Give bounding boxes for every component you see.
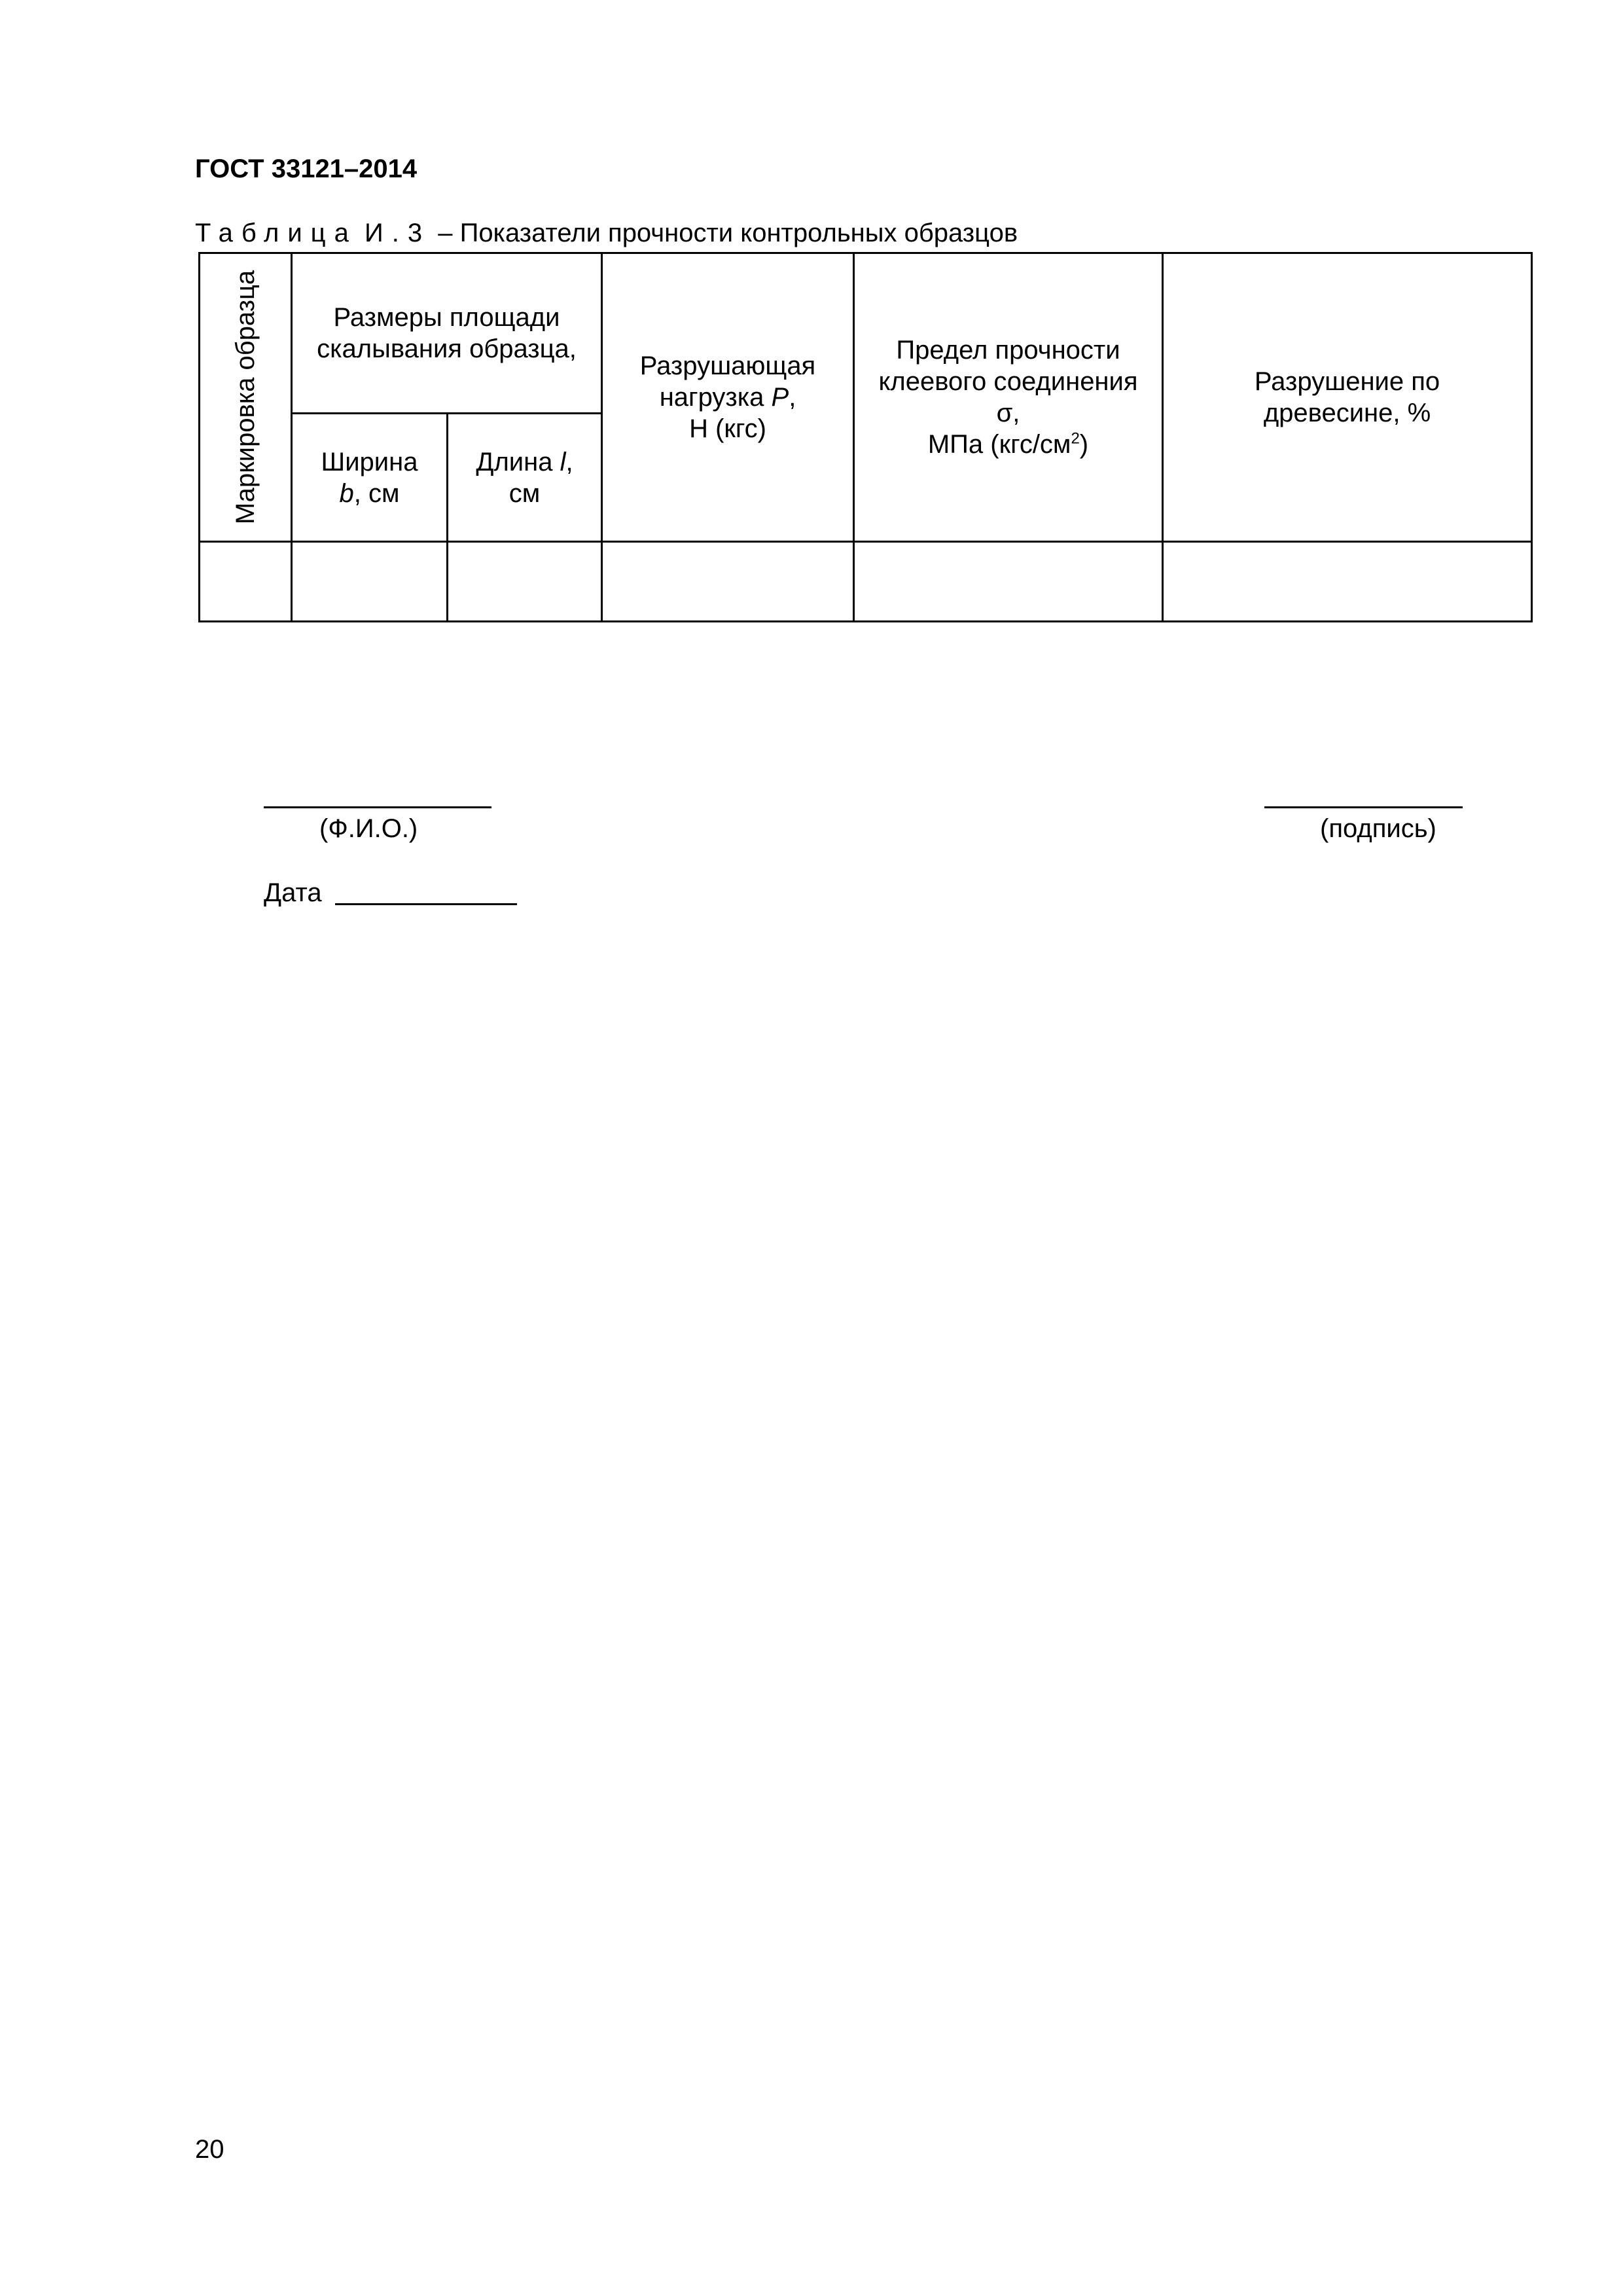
cell-destruction[interactable] xyxy=(1163,542,1532,622)
header-marking xyxy=(200,253,292,542)
header-strength-line4: МПа $(кгс/см^2)$ xyxy=(927,429,1089,459)
date-line[interactable] xyxy=(335,903,517,905)
header-length-line2: см xyxy=(508,478,541,508)
name-label: (Ф.И.О.) xyxy=(319,814,418,843)
table-caption-label: Таблица xyxy=(195,219,357,247)
table-caption xyxy=(195,219,1018,248)
header-length-line1: Длина l, xyxy=(476,447,573,476)
date-label: Дата xyxy=(264,878,322,907)
document-code: ГОСТ 33121–2014 xyxy=(195,154,418,183)
header-destruction-line1: Разрушение по xyxy=(1254,367,1440,396)
header-width-line1: Ширина xyxy=(321,447,418,476)
strength-table xyxy=(198,252,1533,622)
header-strength-line1: Предел прочности xyxy=(896,336,1120,365)
table-caption-title: – Показатели прочности контрольных образцов xyxy=(438,219,1018,247)
header-load-line3: Н (кгс) xyxy=(689,414,766,443)
header-length xyxy=(448,414,602,542)
header-load xyxy=(602,253,854,542)
header-destruction-line2: древесине, % xyxy=(1263,399,1431,427)
header-strength xyxy=(854,253,1163,542)
cell-marking[interactable] xyxy=(200,542,292,622)
signature-label: (подпись) xyxy=(1320,814,1436,843)
name-signature-line[interactable] xyxy=(264,806,491,808)
header-strength-line2: клеевого соединения xyxy=(878,367,1138,396)
cell-width[interactable] xyxy=(292,542,448,622)
header-area xyxy=(292,253,602,414)
cell-load[interactable] xyxy=(602,542,854,622)
page-number: 20 xyxy=(195,2135,224,2164)
table-row xyxy=(200,542,1532,622)
header-width-line2: b, см xyxy=(339,478,400,508)
header-strength-line3: σ, xyxy=(996,399,1020,427)
header-area-line1: Размеры площади xyxy=(333,303,560,332)
cell-length[interactable] xyxy=(448,542,602,622)
header-load-line1: Разрушающая xyxy=(639,351,816,380)
cell-strength[interactable] xyxy=(854,542,1163,622)
header-width xyxy=(292,414,448,542)
header-marking-text: Маркировка образца xyxy=(231,270,260,525)
header-load-line2: нагрузка P, xyxy=(659,383,796,412)
header-area-line2: скалывания образца, xyxy=(317,334,577,363)
header-destruction xyxy=(1163,253,1532,542)
signature-line[interactable] xyxy=(1264,806,1463,808)
table-caption-number: И.3 xyxy=(364,219,431,247)
